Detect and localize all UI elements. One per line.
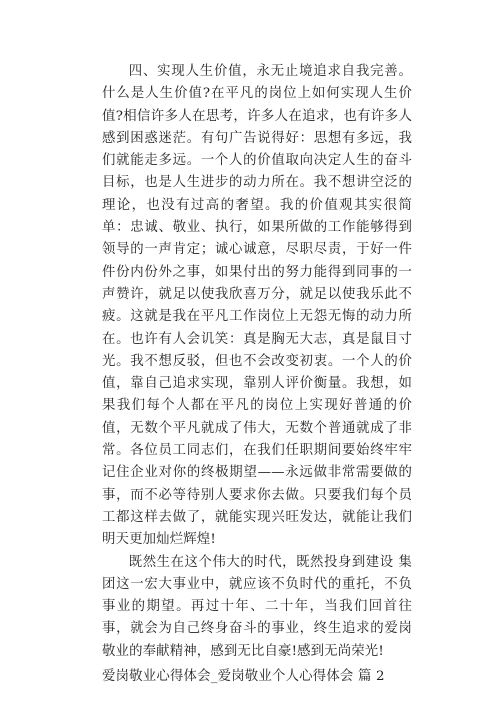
- paragraph-conclusion: 既然生在这个伟大的时代，既然投身到建设 集团这一宏大事业中，就应该不负时代的重托，不负事业的期望。再过十年、二十年，当我们回首往事，就会为自己终身奋斗的事业，终生追求的爱岗敬业的奉献精神，感到无比自豪!感到无尚荣光!: [102, 554, 412, 659]
- document-page: [102, 61, 412, 688]
- paragraph-value-realization: 四、实现人生价值，永无止境追求自我完善。什么是人生价值?在平凡的岗位上如何实现人生价值?相信许多人在思考，许多人在追求，也有许多人感到困惑迷茫。有句广告说得好：思想有多远，我们就能走多远。一个人的价值取向决定人生的奋斗目标，也是人生进步的动力所在。我不想讲空泛的理论，也没有过高的奢望。我的价值观其实很简单：忠诚、敬业、执行，如果所做的工作能够得到领导的一声肯定；诚心诚意，尽职尽责，于好一件件份内份外之事，如果付出的努力能得到同事的一声赞许，就足以使我欣喜万分，就足以使我乐此不疲。这就是我在平凡工作岗位上无怨无悔的动力所在。也许有人会讥笑：真是胸无大志，真是鼠目寸光。我不想反驳，但也不会改变初衷。一个人的价值，靠自己追求实现，靠别人评价衡量。我想，如果我们每个人都在平凡的岗位上实现好普通的价值，无数个平凡就成了伟大，无数个普通就成了非常。各位员工同志们，在我们任职期间要始终牢牢记住企业对你的终极期望——永远做非常需要做的事，而不必等待别人要求你去做。只要我们每个员工都这样去做了，就能实现兴旺发达，就能让我们明天更加灿烂辉煌!: [102, 64, 412, 548]
- section-heading: 爱岗敬业心得体会_爱岗敬业个人心得体会 篇 2: [102, 669, 385, 685]
